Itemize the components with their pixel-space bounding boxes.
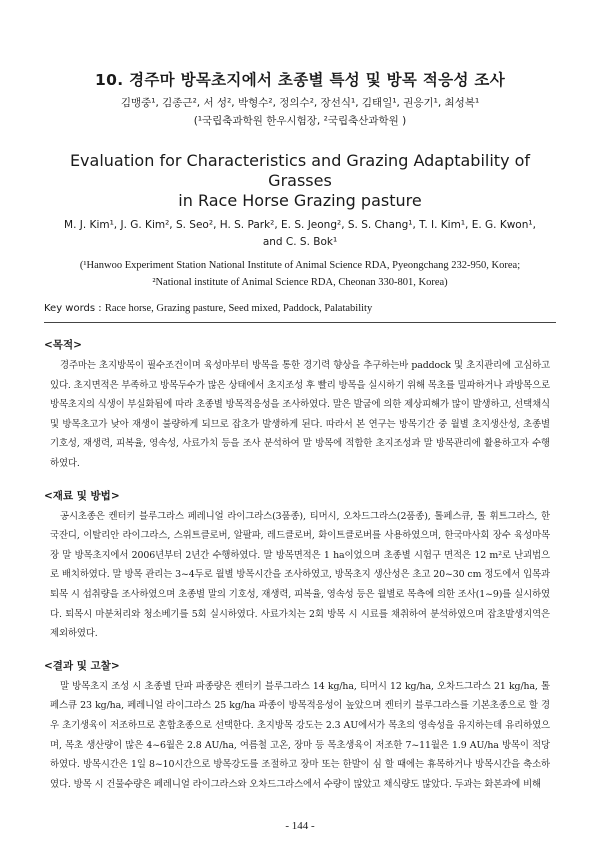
keywords (44, 303, 556, 323)
english-title-line-1: Evaluation for Characteristics and Grazing Adaptability of Grasses (69, 151, 531, 190)
english-affiliation-line-2: ²National institute of Animal Science RDA, Cheonan 330-801, Korea) (152, 277, 448, 288)
section-heading-purpose: <목적> (44, 339, 82, 351)
section-heading-methods: <재료 및 방법> (44, 489, 120, 502)
english-authors-line-1: M. J. Kim¹, J. G. Kim², S. Seo², H. S. Park², E. S. Jeong², S. S. Chang¹, T. I. Kim¹, E. G. Kwon¹, (64, 219, 536, 231)
english-authors (50, 217, 550, 251)
results-paragraph: 말 방목초지 조성 시 초종별 단파 파종량은 켄터키 블루그라스 14 kg/ha, 티머시 12 kg/ha, 오차드그라스 21 kg/ha, 톨페스큐 23 kg/ha, 페레니얼 라이그라스 25 kg/ha 파종이 방목적응성이 높았으며 켄터키 블루그라스를 기본초종으로 할 경우 초기생육이 저조하므로 혼합초종으로 선택한다. 초지방목 강도는 2.3 AU에서가 목초의 영속성을 유지하는데 유리하였으며, 목초 생산량이 많은 4~6월은 2.8 AU/ha, 여름철 고온, 장마 등 목초생육이 저조한 7~11월은 1.9 AU/ha 방목이 적당하였다. 방목시간은 1일 8~10시간으로 방목강도를 조절하고 장마 또는 한발이 심 할 때에는 휴목하거나 방목시간을 축소하였다. 방목 시 건물수량은 페레니얼 라이그라스와 오차드그라스에서 수량이 많았고 채식량도 많았다. 두과는 화본과에 비해 (50, 680, 550, 790)
keywords-label: Key words : (44, 303, 105, 314)
methods-paragraph: 공시초종은 켄터키 블루그라스 페레니얼 라이그라스(3품종), 티머시, 오차드그라스(2품종), 톨페스큐, 톨 휘트그라스, 한국잔디, 이탈리안 라이그라스, 스위트클로버, 알팔파, 레드클로버, 화이트클로버를 사용하였으며, 한국마사회 장수 육성마목장 말 방목초지에서 2006년부터 2년간 수행하였다. 말 방목면적은 1 ha이었으며 초종별 시험구 면적은 12 m²로 난괴법으로 배치하였다. 말 방목 관리는 3~4두로 월별 방목시간을 조사하였고, 방목초지 생산성은 초고 20~30 cm 정도에서 입목과 퇴목 시 섭취량을 조사하였으며 초종별 말의 기호성, 재생력, 피복율, 영속성 등은 월별로 목측에 의한 조사(1~9)를 실시하였다. 퇴목시 마분처리와 청소베기를 5회 실시하였다. 사료가치는 2회 방목 시 시료를 채취하여 분석하였으며 잡초발생지역은 제외하였다. (50, 510, 550, 640)
korean-affiliation: (¹국립축과학원 한우시험장, ²국립축산과학원 ) (193, 115, 407, 127)
page-number: - 144 - (285, 820, 315, 832)
english-affiliation (50, 257, 550, 291)
section-heading-results: <결과 및 고찰> (44, 659, 120, 672)
english-title (50, 151, 550, 211)
english-affiliation-line-1: (¹Hanwoo Experiment Station National Institute of Animal Science RDA, Pyeongchang 232-950, Korea; (79, 260, 521, 271)
purpose-paragraph: 경주마는 초지방목이 필수조건이며 육성마부터 방목을 통한 경기력 향상을 추구하는바 paddock 및 초지관리에 고심하고 있다. 초지면적은 부족하고 방목두수가 많은 상태에서 초지조성 후 빨리 방목을 실시하기 위해 목초를 밀파하거나 과방목으로 방목초지의 식생이 부실화됨에 따라 초종별 방목적응성을 조사하였다. 말은 발굽에 의한 제상피해가 많이 발생하고, 선택채식 및 방목초고가 낮아 재생이 불량하게 되므로 잡초가 발생하게 된다. 따라서 본 연구는 방목기간 중 월별 초지생산성, 초종별 기호성, 재생력, 피복율, 영속성, 사료가치 등을 조사 분석하여 말 방목에 적합한 초지조성과 말 방목관리에 활용하고자 수행하였다. (50, 360, 550, 469)
keywords-value: Race horse, Grazing pasture, Seed mixed, Paddock, Palatability (104, 303, 373, 314)
paper-page (44, 68, 550, 794)
korean-title: 10. 경주마 방목초지에서 초종별 특성 및 방목 적응성 조사 (95, 71, 505, 89)
english-title-line-2: in Race Horse Grazing pasture (178, 191, 422, 210)
english-authors-line-2: and C. S. Bok¹ (262, 236, 338, 248)
korean-authors: 김맹중¹, 김종근², 서 성², 박형수², 정의수², 장선식¹, 김태일¹, 권응기¹, 최성복¹ (120, 97, 480, 109)
